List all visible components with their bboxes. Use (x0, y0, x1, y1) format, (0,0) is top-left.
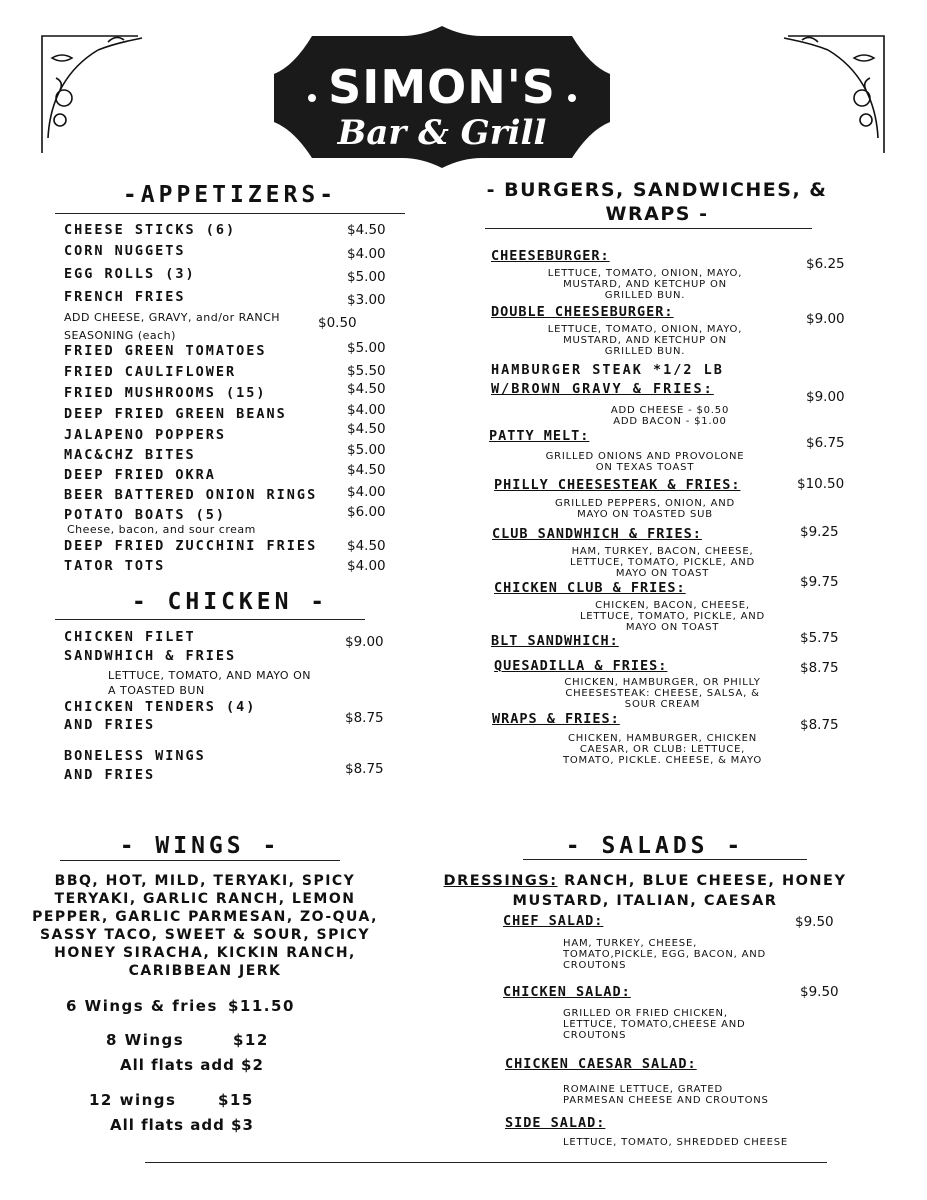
salads-rule (523, 859, 807, 860)
item-description: HAM, TURKEY, BACON, CHEESE, LETTUCE, TOMATO, PICKLE, AND MAYO ON TOAST (569, 546, 756, 579)
menu-item: CHICKEN TENDERS (4) (64, 699, 257, 715)
menu-item: CHICKEN CAESAR SALAD: (505, 1056, 697, 1072)
menu-item: DOUBLE CHEESEBURGER: (491, 304, 674, 320)
menu-price: $5.50 (347, 363, 386, 379)
chicken-heading: - CHICKEN - (131, 589, 329, 615)
item-description: HAM, TURKEY, CHEESE, TOMATO,PICKLE, EGG, BACON, AND CROUTONS (563, 938, 767, 971)
logo-title: SIMON'S (328, 60, 556, 114)
menu-price: $9.00 (806, 311, 845, 327)
menu-price: $9.25 (800, 524, 839, 540)
wing-option-price: $15 (218, 1091, 254, 1109)
menu-item: CHEESEBURGER: (491, 248, 610, 264)
dressings-label: DRESSINGS: (443, 873, 558, 889)
menu-item: CLUB SANDWHICH & FRIES: (492, 526, 702, 542)
menu-price: $9.00 (806, 389, 845, 405)
logo-subtitle: Bar & Grill (337, 113, 547, 153)
menu-price: $4.50 (347, 421, 386, 437)
appetizers-heading: -APPETIZERS- (122, 182, 338, 208)
menu-price: $4.50 (347, 462, 386, 478)
menu-price: $5.00 (347, 269, 386, 285)
menu-item: FRENCH FRIES (64, 289, 186, 305)
burgers-heading-line2: WRAPS - (605, 203, 709, 225)
menu-price: $8.75 (345, 710, 384, 726)
item-description: ADD CHEESE - $0.50 ADD BACON - $1.00 (610, 405, 730, 427)
salad-dressings: DRESSINGS: RANCH, BLUE CHEESE, HONEY MUSTARD, ITALIAN, CAESAR (443, 873, 847, 909)
footer-rule (145, 1162, 827, 1163)
salads-heading: - SALADS - (565, 833, 745, 859)
menu-price: $6.00 (347, 504, 386, 520)
menu-item: FRIED MUSHROOMS (15) (64, 385, 267, 401)
item-description: GRILLED ONIONS AND PROVOLONE ON TEXAS TOAST (545, 451, 745, 473)
item-description: CHICKEN, BACON, CHEESE, LETTUCE, TOMATO, PICKLE, AND MAYO ON TOAST (579, 600, 766, 633)
item-description: LETTUCE, TOMATO, ONION, MAYO, MUSTARD, AND KETCHUP ON GRILLED BUN. (547, 268, 743, 301)
menu-item: WRAPS & FRIES: (492, 711, 620, 727)
menu-price: $4.00 (347, 246, 386, 262)
menu-price: $4.00 (347, 558, 386, 574)
menu-item: TATOR TOTS (64, 558, 166, 574)
item-description: A TOASTED BUN (108, 684, 205, 697)
wing-option-label: 12 wings (89, 1091, 177, 1109)
menu-item: AND FRIES (64, 767, 156, 783)
potato-boats-note: Cheese, bacon, and sour cream (67, 523, 256, 536)
menu-item: JALAPENO POPPERS (64, 427, 227, 443)
appetizers-rule (55, 213, 405, 214)
item-description: CHICKEN, HAMBURGER, CHICKEN CAESAR, OR CLUB: LETTUCE, TOMATO, PICKLE. CHEESE, & MAYO (562, 733, 763, 766)
item-description: GRILLED OR FRIED CHICKEN, LETTUCE, TOMATO,CHEESE AND CROUTONS (563, 1008, 746, 1041)
menu-item: DEEP FRIED OKRA (64, 467, 216, 483)
addon-note: SEASONING (each) (64, 329, 176, 342)
menu-price: $9.50 (795, 914, 834, 930)
menu-item: CHICKEN CLUB & FRIES: (494, 580, 686, 596)
menu-item: DEEP FRIED GREEN BEANS (64, 406, 287, 422)
menu-price: $5.00 (347, 340, 386, 356)
restaurant-logo (272, 26, 612, 168)
wing-option-note: All flats add $2 (120, 1056, 264, 1074)
menu-item: CHICKEN SALAD: (503, 984, 631, 1000)
item-description: LETTUCE, TOMATO, AND MAYO ON (108, 669, 311, 682)
menu-item: AND FRIES (64, 717, 156, 733)
chicken-rule (55, 619, 365, 620)
menu-item: CORN NUGGETS (64, 243, 186, 259)
menu-item: BLT SANDWHICH: (491, 633, 619, 649)
item-description: CHICKEN, HAMBURGER, OR PHILLY CHEESESTEAK: CHEESE, SALSA, & SOUR CREAM (564, 677, 761, 710)
menu-item: FRIED CAULIFLOWER (64, 364, 237, 380)
menu-price: $9.75 (800, 574, 839, 590)
item-description: LETTUCE, TOMATO, SHREDDED CHEESE (563, 1137, 789, 1148)
menu-price: $10.50 (797, 476, 845, 492)
menu-price: $4.50 (347, 222, 386, 238)
wings-heading: - WINGS - (119, 833, 281, 859)
menu-price: $8.75 (800, 717, 839, 733)
menu-item: DEEP FRIED ZUCCHINI FRIES (64, 538, 318, 554)
item-description: ROMAINE LETTUCE, GRATED PARMESAN CHEESE AND CROUTONS (563, 1084, 769, 1106)
menu-item: SIDE SALAD: (505, 1115, 606, 1131)
menu-price: $6.25 (806, 256, 845, 272)
menu-item: QUESADILLA & FRIES: (494, 658, 668, 674)
menu-price: $4.00 (347, 484, 386, 500)
menu-price: $5.75 (800, 630, 839, 646)
wing-option-label: 8 Wings (106, 1031, 185, 1049)
menu-price: $9.50 (800, 984, 839, 1000)
menu-item: PATTY MELT: (489, 428, 590, 444)
menu-item: HAMBURGER STEAK *1/2 LB (491, 362, 724, 378)
menu-item: MAC&CHZ BITES (64, 447, 196, 463)
menu-item: CHICKEN FILET (64, 629, 196, 645)
wing-option-price: $11.50 (228, 997, 295, 1015)
menu-price: $8.75 (800, 660, 839, 676)
menu-price: $4.00 (347, 402, 386, 418)
item-description: GRILLED PEPPERS, ONION, AND MAYO ON TOASTED SUB (555, 498, 735, 520)
menu-price: $4.50 (347, 381, 386, 397)
menu-item: POTATO BOATS (5) (64, 507, 227, 523)
menu-price: $9.00 (345, 634, 384, 650)
wings-rule (60, 860, 340, 861)
menu-item: W/BROWN GRAVY & FRIES: (491, 381, 714, 397)
menu-item: CHEESE STICKS (6) (64, 222, 237, 238)
menu-item: CHEF SALAD: (503, 913, 604, 929)
wing-option-label: 6 Wings & fries (66, 997, 218, 1015)
menu-item: BONELESS WINGS (64, 748, 206, 764)
menu-item: SANDWHICH & FRIES (64, 648, 237, 664)
corner-ornament-top-left (38, 28, 148, 153)
menu-item: PHILLY CHEESESTEAK & FRIES: (494, 477, 741, 493)
burgers-rule (485, 228, 812, 229)
menu-price: $5.00 (347, 442, 386, 458)
burgers-heading-line1: - BURGERS, SANDWICHES, & (486, 179, 828, 201)
menu-price: $3.00 (347, 292, 386, 308)
corner-ornament-top-right (778, 28, 888, 153)
wing-option-note: All flats add $3 (110, 1116, 254, 1134)
wing-flavors: BBQ, HOT, MILD, TERYAKI, SPICY TERYAKI, GARLIC RANCH, LEMON PEPPER, GARLIC PARMESAN, ZO-QUA, SASSY TACO, SWEET & SOUR, SPICY HONEY SIRACHA, KICKIN RANCH, CARIBBEAN JERK (32, 873, 378, 979)
item-description: LETTUCE, TOMATO, ONION, MAYO, MUSTARD, AND KETCHUP ON GRILLED BUN. (547, 324, 743, 357)
menu-price: $4.50 (347, 538, 386, 554)
menu-item: FRIED GREEN TOMATOES (64, 343, 267, 359)
menu-price: $8.75 (345, 761, 384, 777)
addon-price: $0.50 (318, 315, 357, 331)
wing-option-price: $12 (233, 1031, 269, 1049)
menu-price: $6.75 (806, 435, 845, 451)
burgers-heading (462, 178, 852, 226)
addon-note: ADD CHEESE, GRAVY, and/or RANCH (64, 311, 281, 324)
menu-item: EGG ROLLS (3) (64, 266, 196, 282)
menu-item: BEER BATTERED ONION RINGS (64, 487, 318, 503)
